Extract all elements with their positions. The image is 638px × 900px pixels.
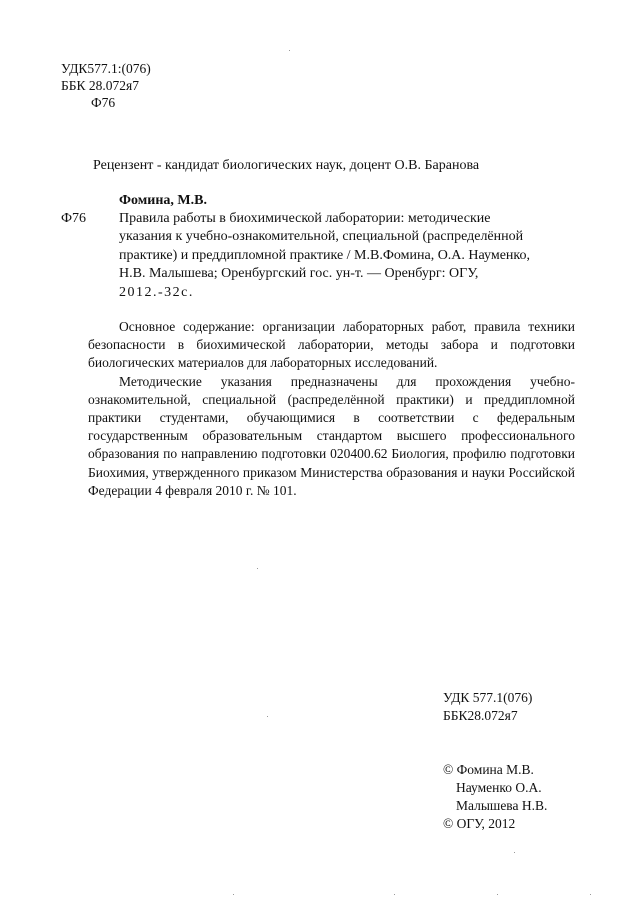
bibliographic-card <box>119 210 589 302</box>
bbk-code-bottom: ББК28.072я7 <box>443 708 518 723</box>
card-line: практике) и преддипломной практике / М.В.Фомина, О.А. Науменко, <box>119 247 531 263</box>
scan-speck <box>289 50 290 51</box>
scan-speck <box>514 852 515 853</box>
bbk-code: ББК 28.072я7 <box>61 78 139 93</box>
scan-speck <box>257 568 258 569</box>
udk-code: УДК577.1:(076) <box>61 61 151 76</box>
copyright-line: Малышева Н.В. <box>456 798 548 813</box>
classification-codes-bottom <box>443 689 532 725</box>
annotation-paragraph: Методические указания предназначены для прохождения учебно-ознакомительной, специальной (распределённой практики) и преддипломной практики студентами, обучающимися в соответствии с федеральным государственным образовательным стандартом высшего профессионального образования по направлению подготовки 020400.62 Биология, профилю подготовки Биохимия, утвержденного приказом Министерства образования и науки Российской Федерации 4 февраля 2010 г. № 101. <box>88 373 575 498</box>
scan-speck <box>267 716 268 717</box>
annotation <box>88 318 575 500</box>
annotation-paragraph: Основное содержание: организации лабораторных работ, правила техники безопасности в биохимической лаборатории, методы забора и подготовки биологических материалов для лабораторных исследований. <box>88 319 575 371</box>
copyright-line: © ОГУ, 2012 <box>443 816 516 831</box>
copyright-line: Науменко О.А. <box>456 780 542 795</box>
card-author-mark: Ф76 <box>61 211 87 226</box>
classification-codes <box>61 60 151 111</box>
card-author: Фомина, М.В. <box>119 193 207 208</box>
scan-speck <box>233 894 234 895</box>
card-line: Правила работы в биохимической лаборатории: методические <box>119 211 491 226</box>
udk-code-bottom: УДК 577.1(076) <box>443 690 533 705</box>
card-line: Н.В. Малышева; Оренбургский гос. ун-т. — Оренбург: ОГУ, <box>119 266 479 282</box>
reviewer-line: Рецензент - кандидат биологических наук, доцент О.В. Баранова <box>93 158 480 173</box>
scan-speck <box>497 894 498 895</box>
copyright-block <box>443 761 547 833</box>
copyright-line: © Фомина М.В. <box>443 762 534 777</box>
scan-speck <box>394 894 395 895</box>
author-mark: Ф76 <box>91 95 116 110</box>
card-line: 2012.-32с. <box>119 284 194 300</box>
card-line: указания к учебно-ознакомительной, специальной (распределённой <box>119 229 524 245</box>
scan-speck <box>590 894 591 895</box>
